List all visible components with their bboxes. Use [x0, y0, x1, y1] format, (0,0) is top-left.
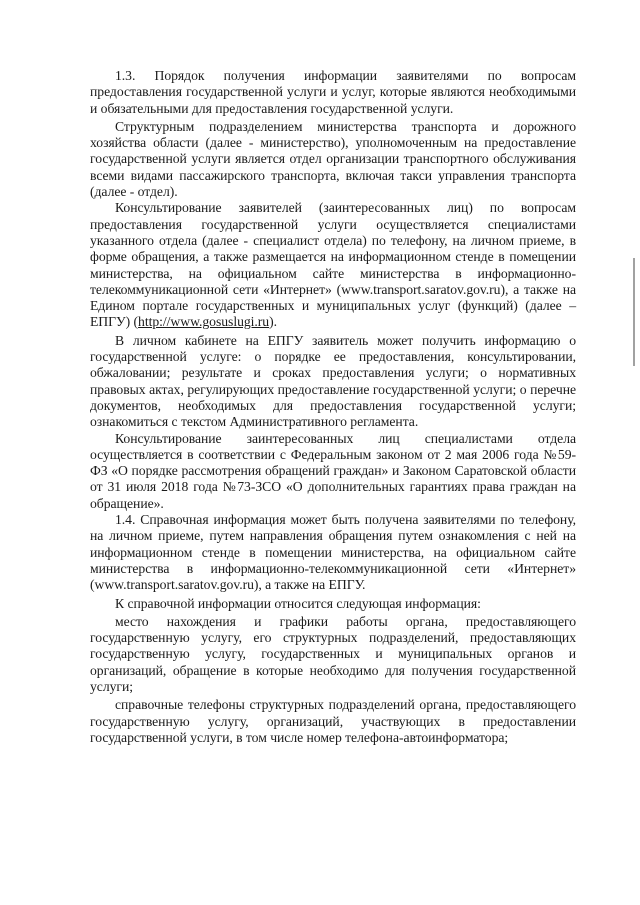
paragraph-consulting-text: Консультирование заявителей (заинтересованных лиц) по вопросам предоставления государственной услуги осуществляется специалистами указанного отдела (далее - специалист отдела) по телефону, на личном приеме, в форме обращения, а также размещается на информационном стенде в помещении министерства, на официальном сайте министерства в информационно-телекоммуникационной сети «Интернет» (www.transport.saratov.gov.ru), а также на Едином портале государственных и муниципальных услуг (функций) (далее – ЕПГУ) ( — [90, 200, 576, 330]
paragraph-consulting-law: Консультирование заинтересованных лиц специалистами отдела осуществляется в соответствии с Федеральным законом от 2 мая 2006 года №59-ФЗ «О порядке рассмотрения обращений граждан» и Законом Саратовской области от 31 июля 2018 года №73-ЗСО «О дополнительных гарантиях права граждан на обращение». — [90, 430, 576, 511]
gosuslugi-link[interactable]: http://www.gosuslugi.ru — [138, 314, 270, 330]
paragraph-personal-account: В личном кабинете на ЕПГУ заявитель может получить информацию о государственной услуге: о порядке ее предоставления, консультировании, обжаловании; результате и сроках предоставления услуги; о нормативных правовых актах, регулирующих предоставление государственной услуги; о перечне документов, необходимых для предоставления государственной услуги; ознакомиться с текстом Административного регламента. — [90, 332, 576, 430]
paragraph-1-3: 1.3. Порядок получения информации заявителями по вопросам предоставления государственной услуги и услуг, которые являются необходимыми и обязательными для предоставления государственной услуги. — [90, 68, 576, 116]
document-body — [90, 68, 576, 746]
paragraph-phones: справочные телефоны структурных подразделений органа, предоставляющего государственную услугу, организаций, участвующих в предоставлении государственной услуги, в том числе номер телефона-автоинформатора; — [90, 697, 576, 745]
link-tail: ). — [269, 314, 277, 330]
paragraph-reference-info: К справочной информации относится следующая информация: — [115, 595, 481, 611]
paragraph-location-schedule: место нахождения и графики работы органа, предоставляющего государственную услугу, его структурных подразделений, предоставляющих государственную услугу, государственных и муниципальных органов и организаций, обращение в которые необходимо для получения государственной услуги; — [90, 613, 576, 694]
paragraph-structural-unit: Структурным подразделением министерства транспорта и дорожного хозяйства области (далее - министерство), уполномоченным на предоставление государственной услуги является отдел организации транспортного обслуживания всеми видами пассажирского транспорта, включая такси управления транспорта (далее - отдел). — [90, 118, 576, 200]
scan-edge-mark — [633, 258, 635, 366]
paragraph-consulting — [90, 200, 576, 330]
paragraph-1-4: 1.4. Справочная информация может быть получена заявителями по телефону, на личном приеме, путем направления обращения путем ознакомления с ней на информационном стенде в помещении министерства, на официальном сайте министерства в информационно-телекоммуникационной сети «Интернет» (www.transport.saratov.gov.ru), а также на ЕПГУ. — [90, 512, 576, 593]
